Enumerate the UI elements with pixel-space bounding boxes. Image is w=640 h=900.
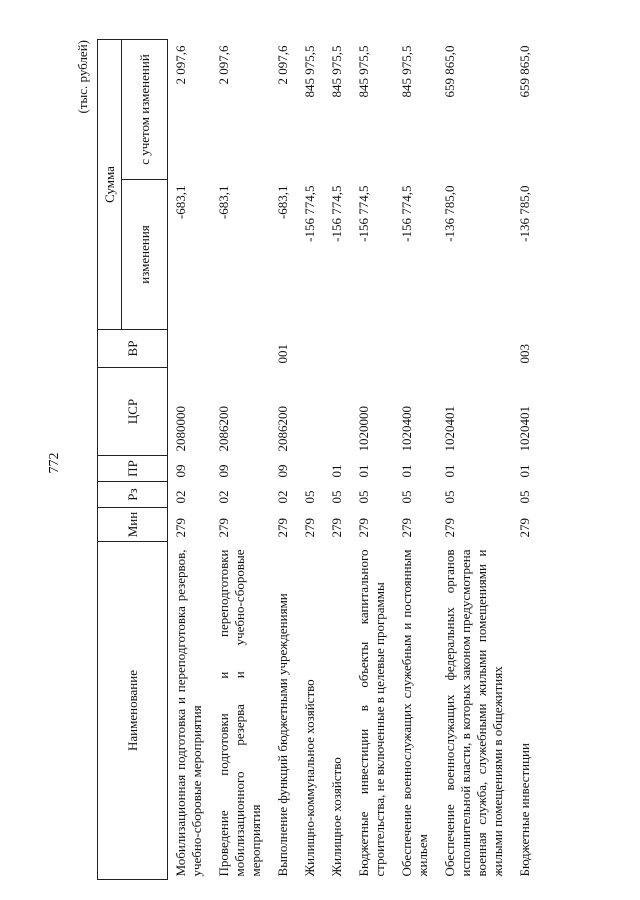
- row-csr: 2086200: [216, 406, 231, 452]
- row-vr: [211, 330, 270, 368]
- row-vr: [394, 330, 437, 368]
- table-row: [168, 40, 212, 880]
- row-rz: 05: [302, 490, 317, 504]
- row-rz: 05: [329, 490, 344, 504]
- row-rz: 05: [442, 490, 457, 504]
- row-pr: 01: [442, 464, 457, 478]
- row-min: 279: [399, 518, 414, 538]
- row-name: Обеспечение военнослужащих федеральных органов исполнительной власти, в которых законом предусмотрена военная служба, служебными жилыми помещениями и жилыми помещениями в общежитиях: [442, 549, 505, 877]
- header-rz: Рз: [98, 482, 168, 508]
- document-sheet: [75, 40, 567, 880]
- header-changes: изменения: [122, 180, 168, 330]
- row-total: 845 975,5: [356, 45, 371, 98]
- row-pr: 09: [216, 464, 231, 478]
- row-csr: 1020401: [442, 406, 457, 452]
- row-pr: 01: [356, 464, 371, 478]
- table-row: [211, 40, 270, 880]
- row-pr: 09: [275, 464, 290, 478]
- row-pr: [297, 456, 324, 482]
- row-total: 845 975,5: [302, 45, 317, 98]
- row-vr: 001: [275, 344, 290, 364]
- row-vr: [168, 330, 212, 368]
- row-change: -683,1: [173, 185, 188, 220]
- budget-table: [97, 39, 539, 880]
- row-csr: 1020401: [517, 406, 532, 452]
- row-name: Выполнение функций бюджетными учреждениями: [275, 593, 290, 877]
- row-rz: 02: [275, 490, 290, 504]
- row-csr: [297, 368, 324, 456]
- table-row: [297, 40, 324, 880]
- row-min: 279: [442, 518, 457, 538]
- row-rz: 05: [517, 490, 532, 504]
- row-change: -156 774,5: [302, 185, 317, 242]
- row-change: -156 774,5: [399, 185, 414, 242]
- header-pr: ПР: [98, 456, 168, 482]
- table-row: [512, 40, 539, 880]
- row-min: 279: [275, 518, 290, 538]
- row-min: 279: [329, 518, 344, 538]
- page-number: 772: [47, 452, 62, 474]
- table-body: [168, 40, 540, 880]
- row-change: -156 774,5: [329, 185, 344, 242]
- table-row: [351, 40, 394, 880]
- row-name: Проведение подготовки и переподготовки мобилизационного резерва и учебно-сборовые мероприятия: [216, 549, 263, 877]
- row-change: -136 785,0: [517, 185, 532, 242]
- row-vr: [351, 330, 394, 368]
- row-total: 2 097,6: [275, 45, 290, 85]
- row-total: 659 865,0: [442, 45, 457, 98]
- row-csr: 2086200: [275, 406, 290, 452]
- table-row: [437, 40, 512, 880]
- row-change: -683,1: [275, 185, 290, 220]
- row-change: -156 774,5: [356, 185, 371, 242]
- table-header: [98, 40, 168, 880]
- row-vr: [324, 330, 351, 368]
- row-name: Бюджетные инвестиции: [517, 743, 532, 877]
- row-min: 279: [173, 518, 188, 538]
- row-total: 845 975,5: [399, 45, 414, 98]
- row-rz: 02: [173, 490, 188, 504]
- row-vr: [437, 330, 512, 368]
- row-rz: 05: [399, 490, 414, 504]
- table-row: [270, 40, 297, 880]
- row-name: Обеспечение военнослужащих служебным и постоянным жильем: [399, 549, 430, 877]
- row-pr: 09: [173, 464, 188, 478]
- row-rz: 02: [216, 490, 231, 504]
- row-name: Бюджетные инвестиции в объекты капитального строительства, не включенные в целевые программы: [356, 549, 387, 877]
- row-csr: [324, 368, 351, 456]
- header-vr: ВР: [98, 330, 168, 368]
- row-min: 279: [216, 518, 231, 538]
- row-pr: 01: [517, 464, 532, 478]
- header-csr: ЦСР: [98, 368, 168, 456]
- row-total: 845 975,5: [329, 45, 344, 98]
- row-change: -683,1: [216, 185, 231, 220]
- row-csr: 2080000: [173, 406, 188, 452]
- row-csr: 1020000: [356, 406, 371, 452]
- row-vr: 003: [517, 344, 532, 364]
- row-change: -136 785,0: [442, 185, 457, 242]
- header-min: Мин: [98, 508, 168, 542]
- row-vr: [297, 330, 324, 368]
- row-min: 279: [302, 518, 317, 538]
- row-min: 279: [517, 518, 532, 538]
- row-pr: 01: [329, 464, 344, 478]
- unit-note: (тыс. рублей): [75, 40, 90, 114]
- row-name: Мобилизационная подготовка и переподготовка резервов, учебно-сборовые мероприятия: [173, 549, 204, 877]
- table-row: [394, 40, 437, 880]
- header-name: Наименование: [98, 542, 168, 880]
- row-total: 2 097,6: [216, 45, 231, 85]
- row-total: 659 865,0: [517, 45, 532, 98]
- row-name: Жилищно-коммунальное хозяйство: [302, 679, 317, 877]
- row-total: 2 097,6: [173, 45, 188, 85]
- row-min: 279: [356, 518, 371, 538]
- header-with-changes: с учетом изменений: [122, 40, 168, 180]
- header-sum: Сумма: [98, 40, 122, 330]
- row-name: Жилищное хозяйство: [329, 757, 344, 877]
- row-rz: 05: [356, 490, 371, 504]
- row-csr: 1020400: [399, 406, 414, 452]
- row-pr: 01: [399, 464, 414, 478]
- table-row: [324, 40, 351, 880]
